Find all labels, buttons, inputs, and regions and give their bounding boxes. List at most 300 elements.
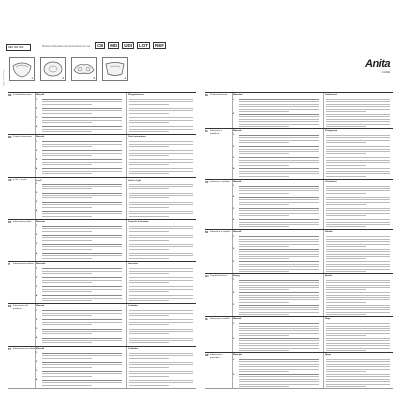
text-line bbox=[239, 160, 319, 161]
section-care-header: Pflegehinweise bbox=[128, 94, 144, 96]
text-line bbox=[326, 323, 390, 324]
row-label: 4 bbox=[36, 252, 38, 255]
text-line bbox=[239, 266, 319, 267]
row-label: 4 bbox=[36, 125, 38, 128]
section-language: DE bbox=[8, 94, 12, 97]
text-line bbox=[129, 235, 193, 236]
text-line bbox=[239, 369, 319, 370]
product-image-3 bbox=[71, 57, 97, 81]
text-line bbox=[239, 197, 319, 198]
text-line bbox=[42, 255, 122, 256]
text-line bbox=[239, 366, 319, 367]
brand-logo: Anita bbox=[365, 58, 390, 70]
language-section bbox=[8, 92, 196, 135]
text-line bbox=[239, 111, 289, 112]
section-title: Produktinformation bbox=[13, 94, 32, 96]
text-line bbox=[42, 235, 122, 236]
section-care-header: Údržba bbox=[325, 231, 333, 234]
text-line bbox=[326, 282, 390, 283]
section-language: ES bbox=[8, 305, 12, 309]
text-line bbox=[239, 376, 319, 377]
section-material-header: Material bbox=[36, 136, 45, 139]
text-line bbox=[239, 193, 289, 194]
section-material-header: Material bbox=[36, 347, 45, 350]
text-line bbox=[42, 150, 122, 151]
row-label: 2 bbox=[233, 337, 235, 340]
language-section bbox=[8, 134, 196, 177]
language-section bbox=[8, 346, 196, 389]
text-line bbox=[326, 305, 390, 306]
text-line bbox=[239, 219, 319, 220]
text-line bbox=[129, 286, 193, 287]
row-label: 4 bbox=[233, 167, 235, 170]
text-line bbox=[326, 173, 390, 174]
text-line bbox=[326, 135, 390, 136]
text-line bbox=[326, 249, 390, 250]
row-label: 2 bbox=[233, 248, 235, 251]
text-line bbox=[239, 282, 319, 283]
text-line bbox=[239, 153, 289, 154]
section-title: Termékinformáció bbox=[210, 274, 228, 277]
text-line bbox=[129, 150, 193, 151]
column-divider bbox=[126, 347, 127, 388]
section-title: Informacije o proizvodu bbox=[210, 354, 223, 359]
row-label: 1 bbox=[36, 309, 38, 312]
text-line bbox=[42, 108, 122, 109]
row-label: 3 bbox=[36, 243, 38, 246]
text-line bbox=[239, 202, 319, 203]
text-line bbox=[326, 350, 366, 351]
section-title: Informacije o izdelku bbox=[210, 318, 230, 321]
section-care-header: Onderhoud bbox=[325, 94, 337, 96]
text-line bbox=[239, 126, 289, 127]
right-column bbox=[205, 92, 393, 388]
text-line bbox=[42, 141, 122, 142]
row-label: 3 bbox=[36, 201, 38, 204]
section-care-header: Ápolás bbox=[325, 274, 333, 277]
text-line bbox=[42, 216, 92, 217]
row-label: 1 bbox=[233, 322, 235, 325]
text-line bbox=[42, 329, 122, 330]
text-line bbox=[42, 355, 122, 356]
text-line bbox=[239, 309, 319, 310]
text-line bbox=[129, 141, 193, 142]
text-line bbox=[42, 310, 122, 311]
text-line bbox=[42, 324, 92, 325]
text-line bbox=[239, 222, 319, 223]
row-label: 3 bbox=[36, 116, 38, 119]
section-title: Informazioni prodotto bbox=[13, 263, 34, 266]
text-line bbox=[239, 109, 319, 110]
text-line bbox=[326, 361, 390, 362]
text-line bbox=[326, 219, 390, 220]
text-line bbox=[326, 295, 390, 296]
row-label: 3 bbox=[233, 304, 235, 307]
text-line bbox=[326, 140, 390, 141]
text-line bbox=[326, 366, 390, 367]
text-line bbox=[42, 101, 122, 102]
text-line bbox=[239, 244, 319, 245]
text-line bbox=[326, 171, 390, 172]
section-care-header: Istruzioni bbox=[128, 263, 138, 266]
text-line bbox=[129, 338, 193, 339]
section-care-header: Njega bbox=[325, 354, 331, 357]
text-line bbox=[42, 162, 122, 163]
text-line bbox=[42, 358, 92, 359]
text-line bbox=[326, 226, 366, 227]
text-line bbox=[129, 280, 193, 281]
text-line bbox=[42, 155, 92, 156]
text-line bbox=[239, 135, 319, 136]
text-line bbox=[326, 157, 390, 158]
text-line bbox=[326, 197, 390, 198]
text-line bbox=[129, 289, 193, 290]
text-line bbox=[42, 231, 92, 232]
text-line bbox=[42, 168, 122, 169]
text-line bbox=[239, 137, 319, 138]
text-line bbox=[42, 122, 92, 123]
text-line bbox=[239, 264, 319, 265]
section-title: Product information bbox=[13, 136, 32, 139]
row-label: 4 bbox=[36, 167, 38, 170]
text-line bbox=[239, 359, 319, 360]
text-line bbox=[326, 213, 390, 214]
text-line bbox=[326, 348, 390, 349]
text-line bbox=[129, 249, 169, 250]
text-line bbox=[42, 380, 122, 381]
text-line bbox=[326, 335, 366, 336]
text-line bbox=[129, 333, 169, 334]
row-label: 2 bbox=[36, 149, 38, 152]
text-line bbox=[129, 213, 193, 214]
text-line bbox=[326, 236, 390, 237]
text-line bbox=[129, 101, 193, 102]
text-line bbox=[129, 126, 193, 127]
section-title: Informace o výrobku bbox=[210, 180, 230, 183]
text-line bbox=[129, 162, 193, 163]
text-line bbox=[42, 362, 122, 363]
section-language: AR bbox=[8, 178, 12, 182]
text-line bbox=[239, 343, 319, 344]
text-line bbox=[326, 369, 390, 370]
ce-mark-icon: CE bbox=[97, 43, 104, 48]
text-line bbox=[129, 324, 169, 325]
section-material-header: Materiał bbox=[233, 129, 242, 132]
row-label: 3 bbox=[36, 328, 38, 331]
text-line bbox=[42, 385, 92, 386]
text-line bbox=[326, 215, 366, 216]
row-label: 4 bbox=[233, 218, 235, 221]
text-line bbox=[326, 285, 390, 286]
text-line bbox=[42, 253, 122, 254]
column-divider bbox=[126, 262, 127, 303]
section-language: SL bbox=[205, 318, 209, 322]
text-line bbox=[129, 104, 169, 105]
text-line bbox=[42, 289, 122, 290]
text-line bbox=[326, 111, 366, 112]
text-line bbox=[239, 371, 289, 372]
row-label: 2 bbox=[36, 361, 38, 364]
text-line bbox=[326, 199, 390, 200]
text-line bbox=[239, 246, 289, 247]
text-line bbox=[239, 348, 319, 349]
product-image-2 bbox=[40, 57, 66, 81]
text-line bbox=[326, 160, 390, 161]
product-image-4 bbox=[102, 57, 128, 81]
section-material-header: Material bbox=[36, 305, 45, 308]
section-language: IT bbox=[8, 263, 11, 267]
language-section bbox=[205, 229, 393, 273]
text-line bbox=[129, 322, 193, 323]
text-line bbox=[239, 188, 319, 189]
text-line bbox=[42, 315, 92, 316]
text-line bbox=[326, 343, 390, 344]
text-line bbox=[239, 140, 319, 141]
text-line bbox=[326, 314, 366, 315]
text-line bbox=[239, 151, 319, 152]
text-line bbox=[129, 122, 169, 123]
column-divider bbox=[126, 178, 127, 219]
text-line bbox=[326, 149, 390, 150]
text-line bbox=[42, 146, 92, 147]
text-line bbox=[326, 345, 390, 346]
text-line bbox=[326, 312, 390, 313]
text-line bbox=[129, 168, 193, 169]
text-line bbox=[239, 124, 319, 125]
text-line bbox=[326, 379, 390, 380]
text-line bbox=[326, 106, 390, 107]
row-label: 2 bbox=[233, 145, 235, 148]
section-title: Informação do produto bbox=[13, 347, 36, 350]
text-line bbox=[42, 226, 122, 227]
text-line bbox=[326, 188, 390, 189]
text-line bbox=[326, 256, 390, 257]
text-line bbox=[326, 119, 390, 120]
text-line bbox=[239, 379, 319, 380]
text-line bbox=[239, 328, 319, 329]
column-divider bbox=[126, 304, 127, 345]
text-line bbox=[129, 110, 193, 111]
column-divider bbox=[126, 93, 127, 134]
language-section bbox=[8, 177, 196, 220]
text-line bbox=[239, 168, 319, 169]
text-line bbox=[42, 153, 122, 154]
language-section bbox=[8, 303, 196, 346]
text-line bbox=[129, 340, 193, 341]
text-line bbox=[129, 197, 169, 198]
text-line bbox=[239, 190, 319, 191]
text-line bbox=[129, 255, 193, 256]
column-divider bbox=[126, 220, 127, 261]
text-line bbox=[239, 114, 319, 115]
text-line bbox=[129, 355, 193, 356]
text-line bbox=[129, 129, 193, 130]
text-line bbox=[239, 241, 319, 242]
text-line bbox=[42, 277, 122, 278]
text-line bbox=[42, 338, 122, 339]
text-line bbox=[129, 153, 193, 154]
product-number: 4 bbox=[124, 76, 126, 80]
text-line bbox=[326, 121, 390, 122]
text-line bbox=[129, 295, 193, 296]
text-line bbox=[239, 199, 319, 200]
text-line bbox=[42, 258, 92, 259]
text-line bbox=[239, 350, 289, 351]
text-line bbox=[129, 367, 169, 368]
text-line bbox=[239, 142, 289, 143]
text-line bbox=[326, 261, 390, 262]
text-line bbox=[42, 367, 92, 368]
text-line bbox=[129, 364, 193, 365]
column-divider bbox=[323, 230, 324, 272]
text-line bbox=[42, 213, 122, 214]
text-line bbox=[239, 307, 319, 308]
text-line bbox=[42, 186, 122, 187]
section-title: Información del producto bbox=[13, 305, 28, 311]
section-language: FR bbox=[8, 220, 12, 224]
text-line bbox=[42, 249, 92, 250]
section-language: EN bbox=[8, 136, 12, 140]
section-material-header: Matériau bbox=[36, 220, 45, 223]
row-label: 3 bbox=[36, 158, 38, 161]
text-line bbox=[326, 330, 390, 331]
text-line bbox=[239, 157, 319, 158]
text-line bbox=[42, 364, 122, 365]
text-line bbox=[239, 305, 319, 306]
row-label: 1 bbox=[233, 185, 235, 188]
column-divider bbox=[126, 135, 127, 176]
text-line bbox=[42, 286, 122, 287]
text-line bbox=[129, 226, 193, 227]
text-line bbox=[239, 287, 319, 288]
text-line bbox=[326, 224, 390, 225]
text-line bbox=[239, 384, 319, 385]
text-line bbox=[326, 137, 390, 138]
text-line bbox=[129, 362, 193, 363]
text-line bbox=[42, 240, 92, 241]
text-line bbox=[42, 99, 122, 100]
section-language: PT bbox=[8, 347, 12, 351]
section-material-header: Materiaal bbox=[233, 94, 243, 96]
section-language: HU bbox=[205, 274, 209, 278]
text-line bbox=[326, 126, 366, 127]
text-line bbox=[129, 228, 193, 229]
text-line bbox=[239, 116, 319, 117]
text-line bbox=[239, 173, 319, 174]
text-line bbox=[42, 298, 122, 299]
text-line bbox=[326, 165, 366, 166]
section-material-header: Material bbox=[36, 94, 45, 96]
text-line bbox=[326, 364, 390, 365]
text-line bbox=[326, 202, 390, 203]
text-line bbox=[42, 295, 122, 296]
text-line bbox=[42, 159, 122, 160]
text-line bbox=[42, 126, 122, 127]
text-line bbox=[129, 231, 169, 232]
text-line bbox=[239, 340, 319, 341]
text-line bbox=[239, 213, 319, 214]
text-line bbox=[129, 171, 193, 172]
row-label: 1 bbox=[36, 225, 38, 228]
text-line bbox=[129, 188, 169, 189]
text-line bbox=[326, 151, 390, 152]
text-line bbox=[239, 239, 319, 240]
text-line bbox=[129, 385, 169, 386]
text-line bbox=[326, 302, 366, 303]
text-line bbox=[326, 297, 390, 298]
text-line bbox=[129, 131, 169, 132]
language-section bbox=[8, 219, 196, 262]
row-label: 2 bbox=[36, 107, 38, 110]
text-line bbox=[42, 211, 122, 212]
row-label: 2 bbox=[36, 192, 38, 195]
text-line bbox=[239, 149, 319, 150]
section-title: Informacje o produkcie bbox=[210, 129, 223, 135]
row-label: 2 bbox=[36, 234, 38, 237]
text-line bbox=[42, 129, 122, 130]
text-line bbox=[239, 381, 319, 382]
row-label: 3 bbox=[36, 370, 38, 373]
text-line bbox=[326, 384, 390, 385]
text-line bbox=[239, 162, 319, 163]
text-line bbox=[129, 319, 193, 320]
text-line bbox=[239, 121, 319, 122]
text-line bbox=[239, 236, 319, 237]
brand bbox=[365, 58, 390, 74]
text-line bbox=[42, 273, 92, 274]
text-line bbox=[326, 204, 366, 205]
text-line bbox=[129, 246, 193, 247]
text-line bbox=[42, 331, 122, 332]
text-line bbox=[42, 280, 122, 281]
text-line bbox=[42, 131, 92, 132]
section-care-header: Pielęgnacja bbox=[325, 129, 338, 132]
text-line bbox=[239, 171, 319, 172]
text-line bbox=[326, 258, 366, 259]
text-line bbox=[42, 313, 122, 314]
text-line bbox=[326, 264, 390, 265]
text-line bbox=[129, 155, 169, 156]
text-line bbox=[129, 195, 193, 196]
text-line bbox=[326, 287, 390, 288]
text-line bbox=[326, 381, 390, 382]
text-line bbox=[326, 168, 390, 169]
text-line bbox=[326, 254, 390, 255]
text-line bbox=[239, 312, 319, 313]
text-line bbox=[129, 300, 169, 301]
text-line bbox=[42, 340, 122, 341]
side-text: Version 00 / 0000 bbox=[2, 70, 4, 86]
text-line bbox=[129, 376, 169, 377]
text-line bbox=[129, 117, 193, 118]
text-line bbox=[129, 358, 169, 359]
text-line bbox=[129, 380, 193, 381]
text-line bbox=[239, 210, 319, 211]
text-line bbox=[326, 153, 366, 154]
text-line bbox=[239, 254, 319, 255]
section-material-header: Materijal bbox=[233, 354, 242, 357]
text-line bbox=[129, 120, 193, 121]
text-line bbox=[239, 335, 289, 336]
text-line bbox=[239, 364, 319, 365]
text-line bbox=[326, 222, 390, 223]
row-label: 1 bbox=[233, 358, 235, 361]
row-label: 1 bbox=[233, 134, 235, 137]
text-line bbox=[42, 237, 122, 238]
text-line bbox=[42, 117, 122, 118]
text-line bbox=[239, 326, 319, 327]
text-line bbox=[239, 106, 319, 107]
